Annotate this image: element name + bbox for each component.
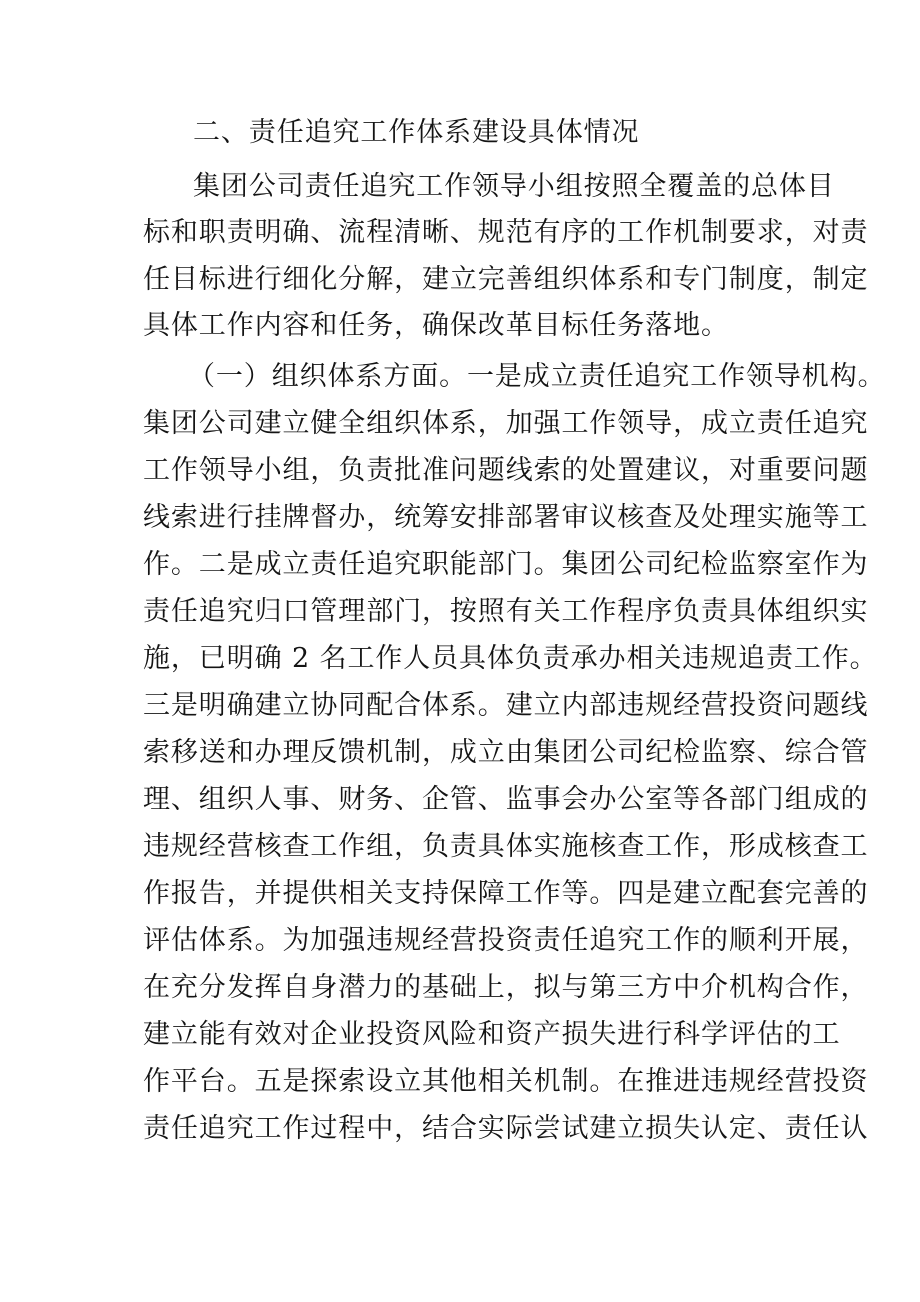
paragraph-line: 作平台。五是探索设立其他相关机制。在推进违规经营投资 (143, 1066, 869, 1097)
paragraph-line: 集团公司责任追究工作领导小组按照全覆盖的总体目 (193, 171, 835, 202)
paragraph-line: 作报告，并提供相关支持保障工作等。四是建立配套完善的 (143, 878, 869, 909)
paragraph-line: 评估体系。为加强违规经营投资责任追究工作的顺利开展， (143, 925, 869, 956)
paragraph-line: 责任追究归口管理部门，按照有关工作程序负责具体组织实 (143, 596, 869, 627)
paragraph-line: 违规经营核查工作组，负责具体实施核查工作，形成核查工 (143, 831, 869, 862)
paragraph-line: 标和职责明确、流程清晰、规范有序的工作机制要求，对责 (143, 217, 869, 248)
paragraph-line: 理、组织人事、财务、企管、监事会办公室等各部门组成的 (143, 784, 869, 815)
paragraph-line: （一）组织体系方面。一是成立责任追究工作领导机构。 (188, 361, 886, 392)
paragraph-line: 建立能有效对企业投资风险和资产损失进行科学评估的工 (143, 1019, 841, 1050)
paragraph-line: 具体工作内容和任务，确保改革目标任务落地。 (143, 310, 729, 341)
paragraph-line: 在充分发挥自身潜力的基础上，拟与第三方中介机构合作， (143, 972, 869, 1003)
section-heading: 二、责任追究工作体系建设具体情况 (193, 117, 640, 148)
paragraph-line: 三是明确建立协同配合体系。建立内部违规经营投资问题线 (143, 690, 869, 721)
paragraph-line: 集团公司建立健全组织体系，加强工作领导，成立责任追究 (143, 408, 869, 439)
paragraph-line: 责任追究工作过程中，结合实际尝试建立损失认定、责任认 (143, 1113, 869, 1144)
paragraph-line: 任目标进行细化分解，建立完善组织体系和专门制度，制定 (143, 264, 869, 295)
paragraph-line: 索移送和办理反馈机制，成立由集团公司纪检监察、综合管 (143, 737, 869, 768)
paragraph-line: 作。二是成立责任追究职能部门。集团公司纪检监察室作为 (143, 549, 869, 580)
paragraph-line: 施，已明确 2 名工作人员具体负责承办相关违规追责工作。 (143, 643, 878, 674)
paragraph-line: 工作领导小组，负责批准问题线索的处置建议，对重要问题 (143, 455, 869, 486)
paragraph-line: 线索进行挂牌督办，统筹安排部署审议核查及处理实施等工 (143, 502, 869, 533)
